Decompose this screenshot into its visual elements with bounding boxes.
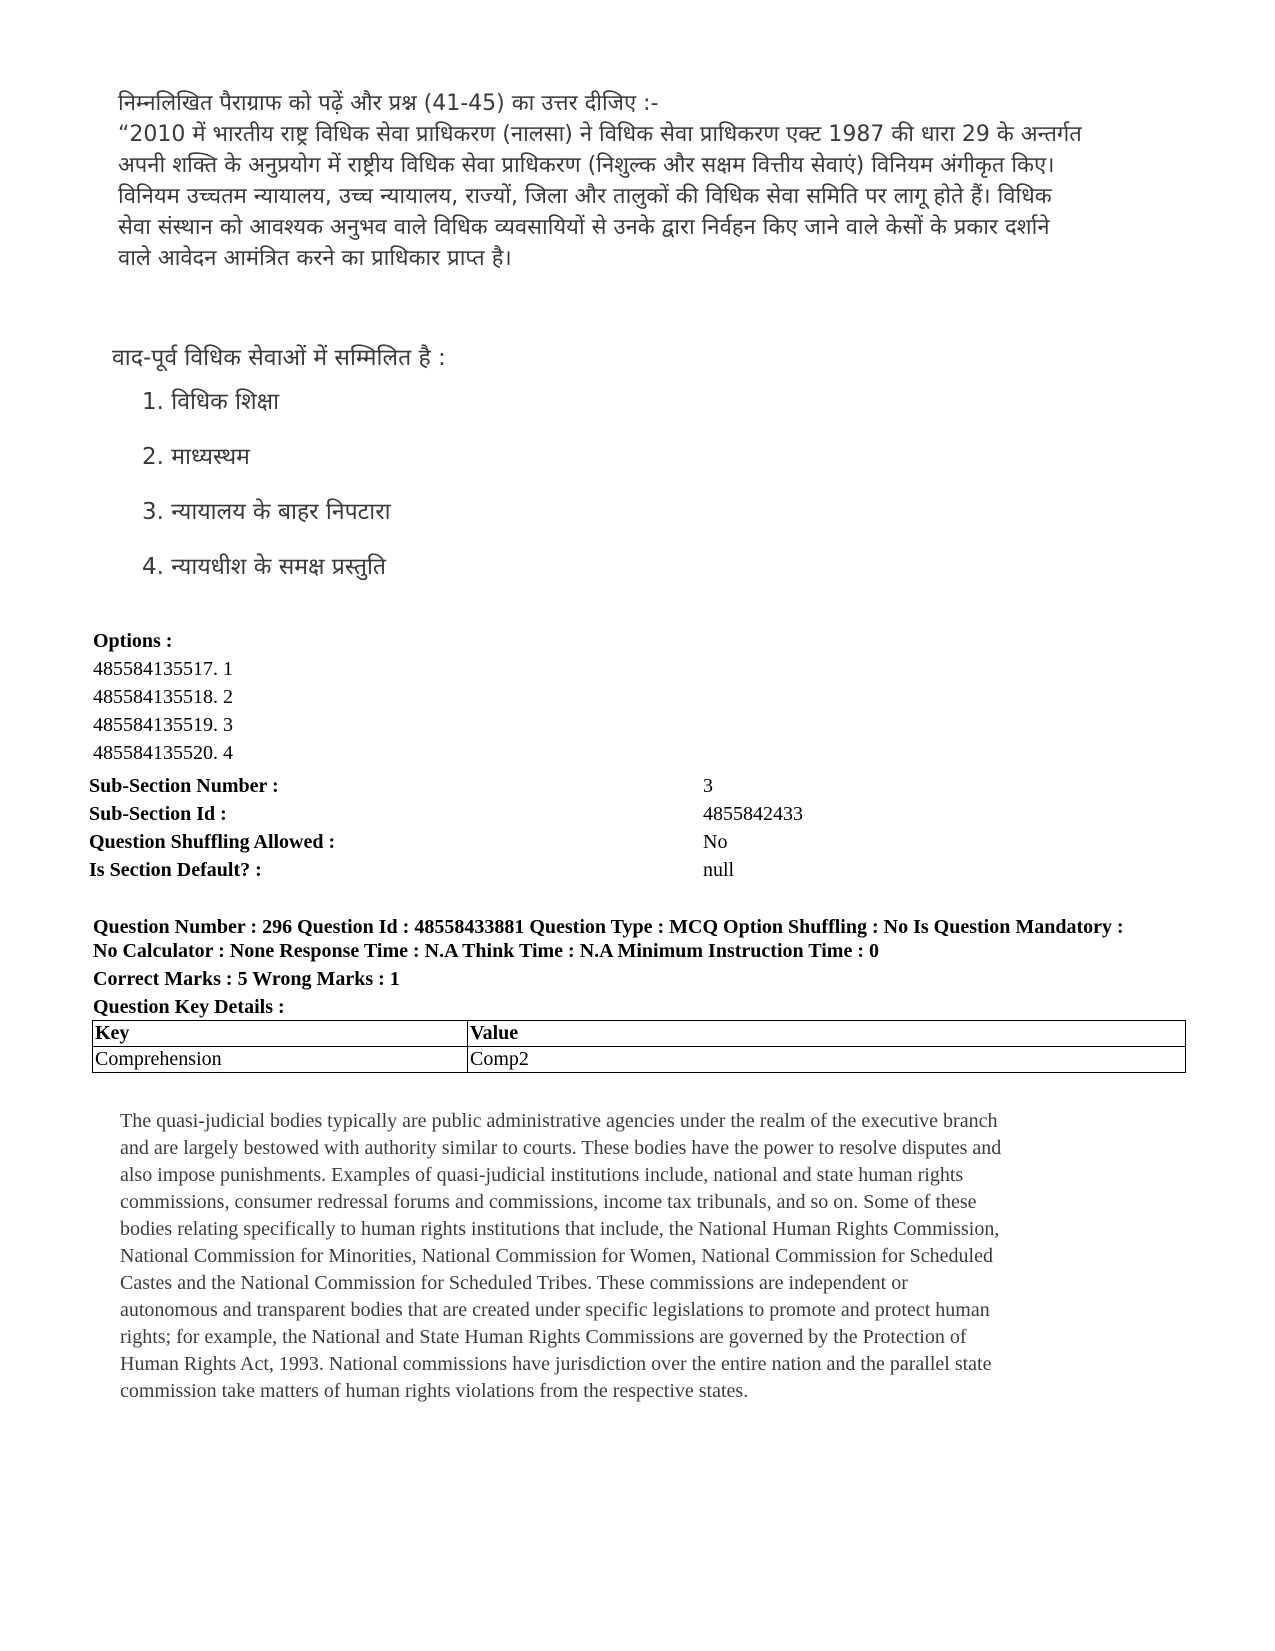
passage-line: autonomous and transparent bodies that are created under specific legislations to promote and protect human <box>120 1299 990 1321</box>
passage-line: commission take matters of human rights violations from the respective states. <box>120 1380 749 1402</box>
passage-line: Human Rights Act, 1993. National commissions have jurisdiction over the entire nation and the parallel state <box>120 1353 992 1375</box>
table-header-row <box>93 1021 1186 1047</box>
question-meta <box>93 915 1193 1019</box>
subsection-value: null <box>703 859 735 881</box>
subsection-row <box>89 828 789 856</box>
passage-line: also impose punishments. Examples of quasi-judicial institutions include, national and state human rights <box>120 1164 964 1186</box>
question-key-table <box>92 1020 1186 1073</box>
table-header-value: Value <box>468 1021 1186 1047</box>
passage-line: निम्नलिखित पैराग्राफ को पढ़ें और प्रश्न (41-45) का उत्तर दीजिए :- <box>118 91 659 116</box>
passage-line: Castes and the National Commission for Scheduled Tribes. These commissions are independent or <box>120 1272 908 1294</box>
passage-line: विनियम उच्चतम न्यायालय, उच्च न्यायालय, राज्यों, जिला और तालुकों की विधिक सेवा समिति पर लागू होते हैं। विधिक <box>118 184 1052 209</box>
english-comprehension-passage <box>120 1108 1200 1405</box>
passage-line: rights; for example, the National and State Human Rights Commissions are governed by the Protection of <box>120 1326 967 1348</box>
subsection-value: No <box>703 831 728 853</box>
passage-line: अपनी शक्ति के अनुप्रयोग में राष्ट्रीय विधिक सेवा प्राधिकरण (निशुल्क और सक्षम वित्तीय सेवाएं) विनियम अंगीकृत किए। <box>118 153 1055 178</box>
question-item: 4. न्यायधीश के समक्ष प्रस्तुति <box>142 554 387 580</box>
option-item: 485584135517. 1 <box>93 658 233 680</box>
question-meta-line: No Calculator : None Response Time : N.A Think Time : N.A Minimum Instruction Time : 0 <box>93 940 879 962</box>
table-row <box>93 1047 1186 1073</box>
question-item: 1. विधिक शिक्षा <box>142 389 280 415</box>
passage-line: commissions, consumer redressal forums and commissions, income tax tribunals, and so on. Some of these <box>120 1191 977 1213</box>
passage-line: National Commission for Minorities, National Commission for Women, National Commission for Scheduled <box>120 1245 993 1267</box>
question-item: 2. माध्यस्थम <box>142 444 250 470</box>
subsection-value: 3 <box>703 775 713 797</box>
subsection-label: Question Shuffling Allowed : <box>89 831 336 853</box>
passage-line: and are largely bestowed with authority similar to courts. These bodies have the power to resolve disputes and <box>120 1137 1002 1159</box>
subsection-row <box>89 800 803 828</box>
option-item: 485584135519. 3 <box>93 714 233 736</box>
subsection-row <box>89 856 789 884</box>
subsection-value: 4855842433 <box>703 803 803 825</box>
marks-line: Correct Marks : 5 Wrong Marks : 1 <box>93 968 400 990</box>
passage-line: bodies relating specifically to human rights institutions that include, the National Human Rights Commission, <box>120 1218 1000 1240</box>
passage-line: सेवा संस्थान को आवश्यक अनुभव वाले विधिक व्यवसायियों से उनके द्वारा निर्वहन किए जाने वाले केसों के प्रकार दर्शाने <box>118 215 1050 240</box>
options-label: Options : <box>93 630 173 652</box>
table-header-key: Key <box>93 1021 468 1047</box>
subsection-label: Sub-Section Number : <box>89 775 279 797</box>
table-cell-value: Comp2 <box>468 1047 1186 1073</box>
table-cell-key: Comprehension <box>93 1047 468 1073</box>
key-details-label: Question Key Details : <box>93 996 285 1018</box>
option-item: 485584135518. 2 <box>93 686 233 708</box>
subsection-label: Sub-Section Id : <box>89 803 227 825</box>
passage-line: The quasi-judicial bodies typically are public administrative agencies under the realm of the executive branch <box>120 1110 998 1132</box>
subsection-row <box>89 772 789 800</box>
option-item: 485584135520. 4 <box>93 742 233 764</box>
question-stem: वाद-पूर्व विधिक सेवाओं में सम्मिलित है : <box>112 345 446 371</box>
options-list <box>93 627 233 767</box>
hindi-comprehension-passage <box>118 88 1168 274</box>
subsection-info <box>89 772 803 884</box>
passage-line: वाले आवेदन आमंत्रित करने का प्राधिकार प्राप्त है। <box>118 246 512 271</box>
passage-line: “2010 में भारतीय राष्ट्र विधिक सेवा प्राधिकरण (नालसा) ने विधिक सेवा प्राधिकरण एक्ट 1987 की धारा 29 के अन्तर्गत <box>118 122 1082 147</box>
question-item: 3. न्यायालय के बाहर निपटारा <box>142 499 391 525</box>
question-meta-line: Question Number : 296 Question Id : 48558433881 Question Type : MCQ Option Shuffling : No Is Question Mandatory : <box>93 916 1124 938</box>
subsection-label: Is Section Default? : <box>89 859 262 881</box>
